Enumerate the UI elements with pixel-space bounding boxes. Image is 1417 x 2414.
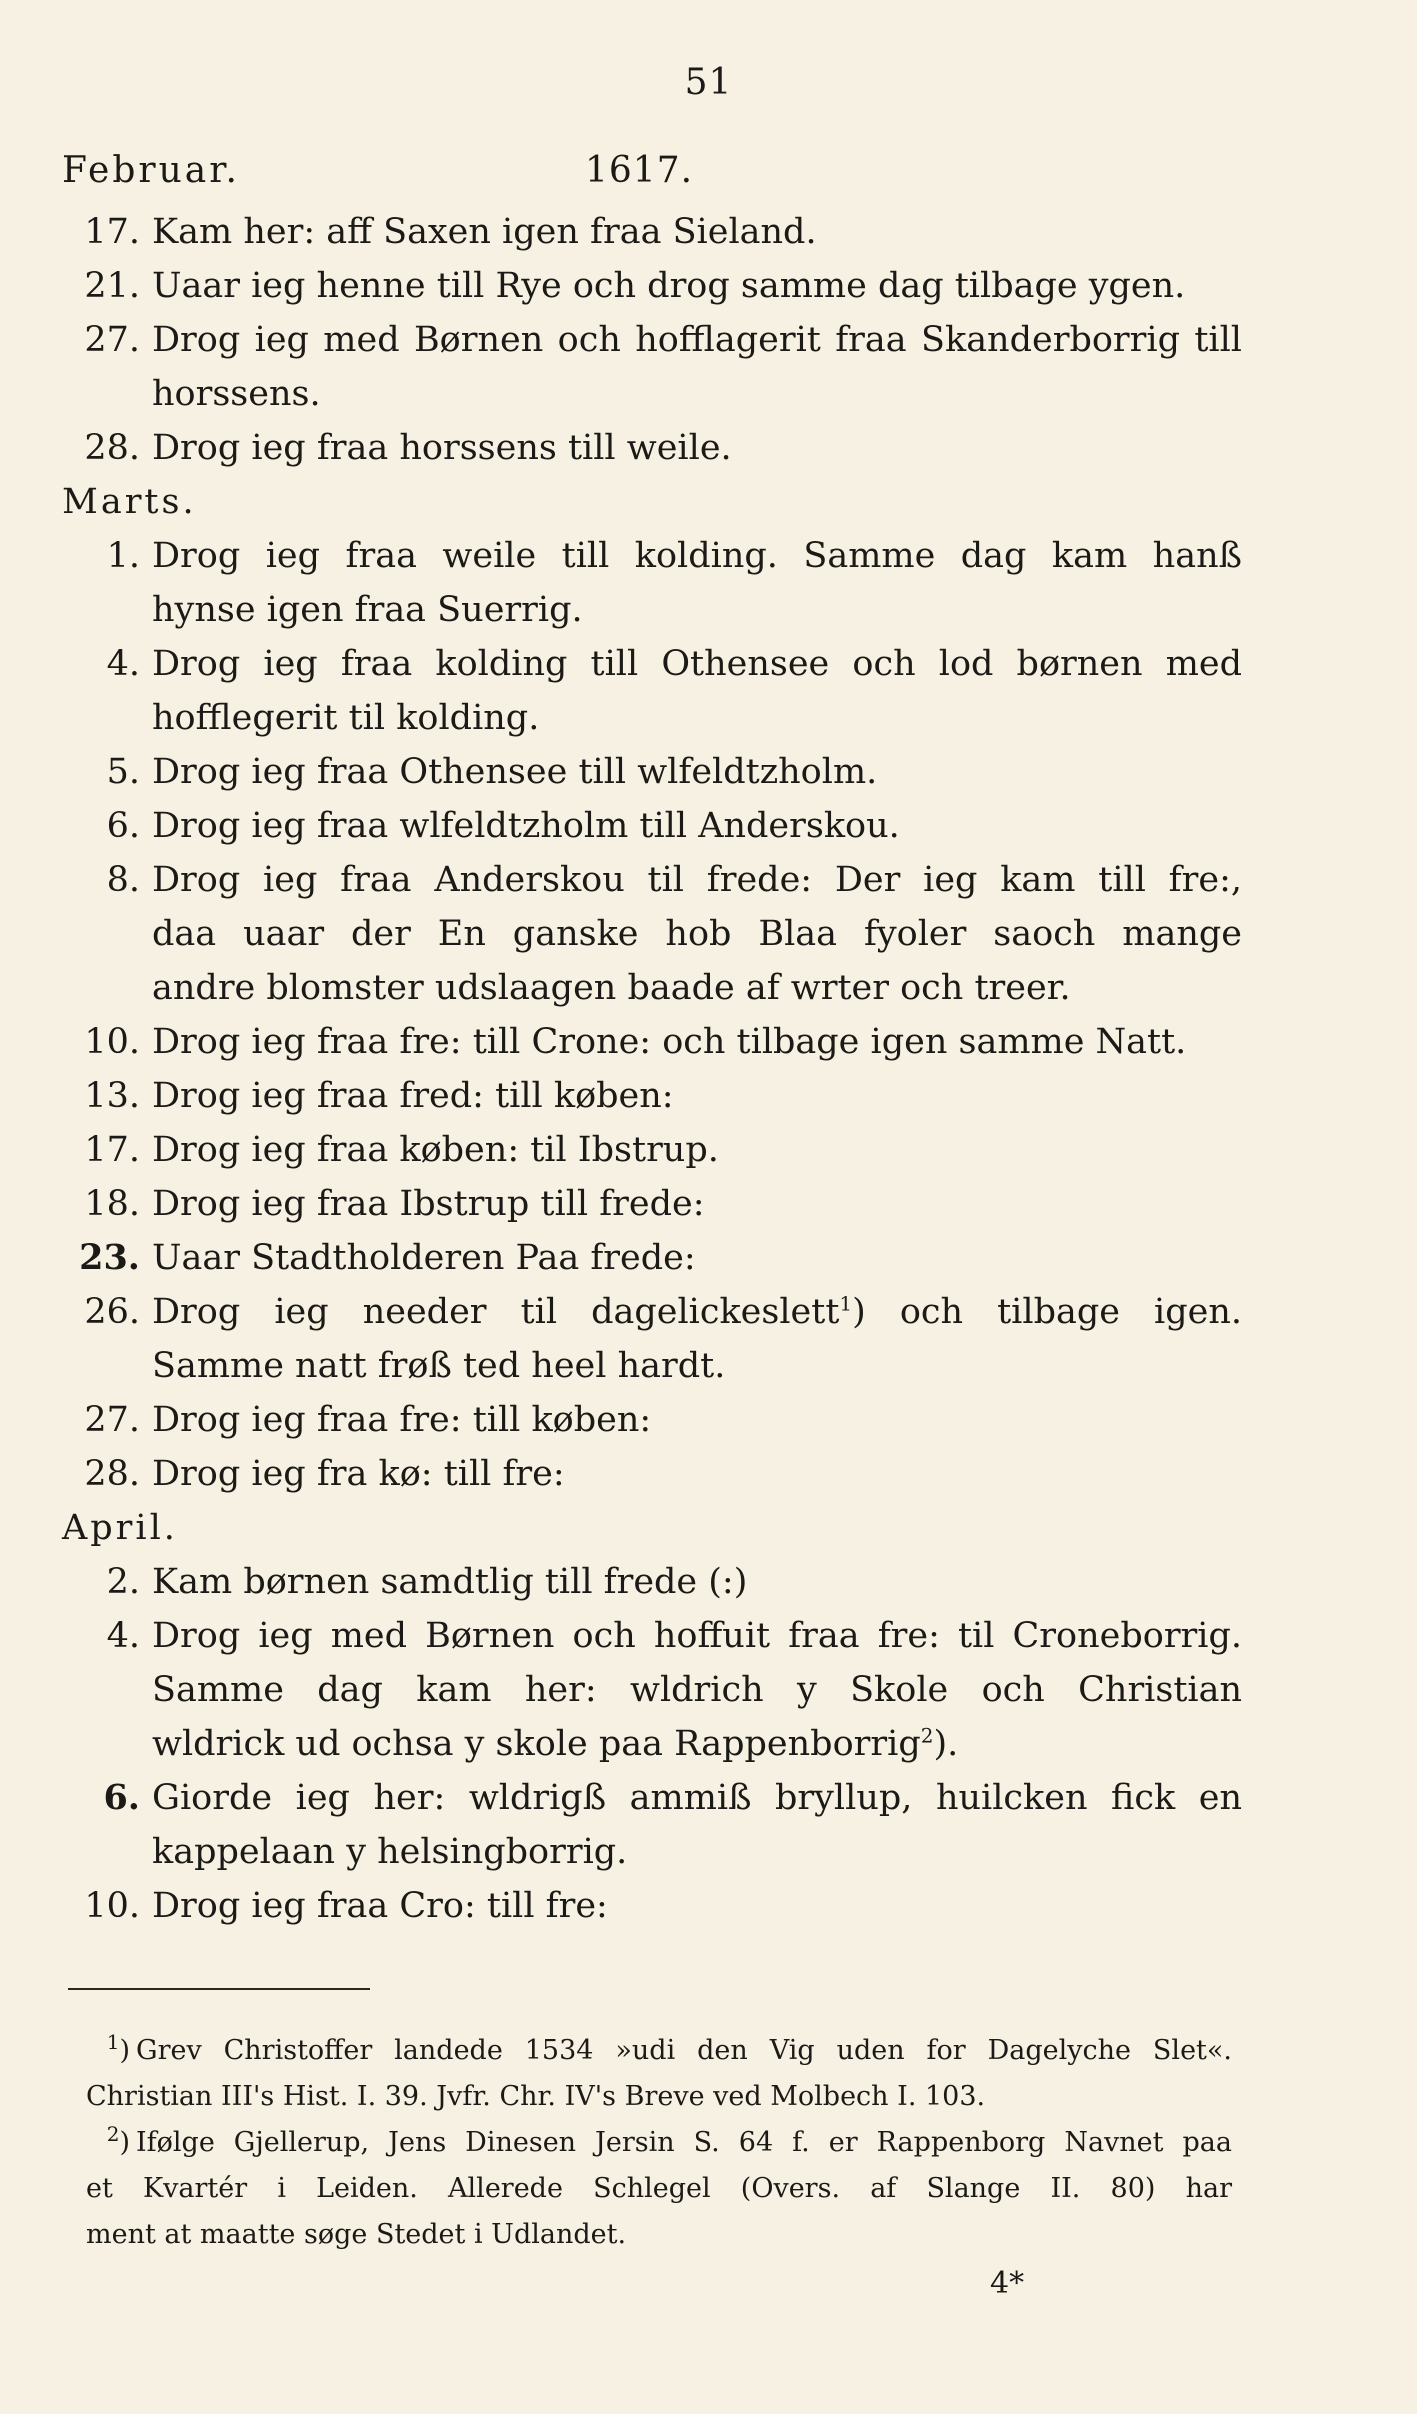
entry-text: Drog ieg fraa køben: til Ibstrup. <box>152 1130 719 1170</box>
entry-day: 26. <box>84 1292 140 1332</box>
diary-entry <box>62 637 1242 745</box>
month-heading-april: April. <box>62 1508 178 1548</box>
footnote-reference: 1 <box>839 1291 853 1316</box>
entry-day: 27. <box>84 1400 140 1440</box>
diary-entry <box>62 745 1242 799</box>
footnote-text: Christian III's Hist. I. 39. Jvfr. Chr. IV's Breve ved Molbech I. 103. <box>86 2081 986 2112</box>
entry-day: 4. <box>106 644 140 684</box>
entry-text: Drog ieg fraa weile till kolding. Samme dag kam hanß <box>152 536 1242 576</box>
diary-entry <box>62 1231 1242 1285</box>
signature-mark: 4* <box>990 2266 1025 2301</box>
entry-text: Drog ieg fraa fred: till køben: <box>152 1076 674 1116</box>
page-number: 51 <box>684 62 733 103</box>
diary-entry <box>62 1393 1242 1447</box>
entry-text <box>152 1285 1242 1339</box>
entry-text: hynse igen fraa Suerrig. <box>152 590 583 630</box>
entry-day: 6. <box>103 1777 140 1818</box>
diary-entry <box>62 529 1242 637</box>
entry-day: 13. <box>84 1076 140 1116</box>
entry-text: Drog ieg fraa kolding till Othensee och lod børnen med <box>152 644 1242 684</box>
entry-text: Drog ieg med Børnen och hofflagerit fraa Skanderborrig till <box>152 320 1242 360</box>
entry-text: andre blomster udslaagen baade af wrter och treer. <box>152 968 1071 1008</box>
diary-entry <box>62 1285 1242 1393</box>
entry-text-part: wldrick ud ochsa y skole paa Rappenborrig <box>152 1724 921 1764</box>
entry-day: 10. <box>84 1022 140 1062</box>
month-heading-februar: Februar. <box>62 150 240 191</box>
entry-day: 1. <box>106 536 140 576</box>
diary-entry <box>62 421 1242 475</box>
year-heading: 1617. <box>585 150 694 191</box>
entry-text: Drog ieg med Børnen och hoffuit fraa fre: til Croneborrig. <box>152 1616 1242 1656</box>
entry-day: 10. <box>84 1886 140 1926</box>
footnote-mark: $^1$) <box>106 2030 130 2066</box>
entry-text: horssens. <box>152 374 321 414</box>
footnote-text: Ifølge Gjellerup, Jens Dinesen Jersin S. 64 f. er Rappenborg Navnet paa <box>136 2127 1232 2158</box>
diary-entry <box>62 1555 1242 1609</box>
entry-text: Drog ieg fra kø: till fre: <box>152 1454 565 1494</box>
footnote-divider <box>68 1988 370 1990</box>
footnote <box>52 2120 1232 2258</box>
entry-text: Drog ieg fraa Othensee till wlfeldtzholm. <box>152 752 878 792</box>
entry-text-part: Drog ieg needer til dagelickeslett <box>152 1292 840 1332</box>
diary-entry <box>62 853 1242 1015</box>
entry-day: 23. <box>79 1237 140 1278</box>
entry-text <box>152 1717 1242 1771</box>
diary-entry <box>62 799 1242 853</box>
entry-text: Samme dag kam her: wldrich y Skole och Christian <box>152 1670 1242 1710</box>
diary-entry <box>62 1123 1242 1177</box>
entry-text-part: ). <box>933 1724 959 1764</box>
entry-text: Drog ieg fraa fre: till køben: <box>152 1400 652 1440</box>
entry-day: 18. <box>84 1184 140 1224</box>
footnote-text: ment at maatte søge Stedet i Udlandet. <box>86 2219 627 2250</box>
diary-entry <box>62 1771 1242 1879</box>
entry-day: 8. <box>106 860 140 900</box>
entry-day: 5. <box>106 752 140 792</box>
entry-day: 6. <box>106 806 140 846</box>
diary-entry <box>62 1015 1242 1069</box>
entry-text: Drog ieg fraa Cro: till fre: <box>152 1886 608 1926</box>
footnote-text: et Kvartér i Leiden. Allerede Schlegel (Overs. af Slange II. 80) har <box>86 2173 1232 2204</box>
diary-entries <box>62 205 1242 1933</box>
entry-day: 17. <box>84 212 140 252</box>
footnote-text: Grev Christoffer landede 1534 »udi den Vig uden for Dagelyche Slet«. <box>136 2035 1232 2066</box>
footnote <box>52 2028 1232 2120</box>
diary-entry <box>62 259 1242 313</box>
entry-text: Uaar ieg henne till Rye och drog samme dag tilbage ygen. <box>152 266 1186 306</box>
footnotes <box>52 2028 1232 2258</box>
entry-text: Kam børnen samdtlig till frede (:) <box>152 1562 748 1602</box>
diary-entry <box>62 205 1242 259</box>
entry-text: Drog ieg fraa fre: till Crone: och tilbage igen samme Natt. <box>152 1022 1187 1062</box>
entry-text: Samme natt frøß ted heel hardt. <box>152 1346 726 1386</box>
entry-text: daa uaar der En ganske hob Blaa fyoler saoch mange <box>152 914 1242 954</box>
entry-day: 28. <box>84 1454 140 1494</box>
entry-day: 4. <box>106 1616 140 1656</box>
entry-day: 21. <box>84 266 140 306</box>
entry-day: 2. <box>106 1562 140 1602</box>
month-heading-marts: Marts. <box>62 482 197 522</box>
footnote-mark: $^2$) <box>106 2122 130 2158</box>
diary-entry <box>62 1447 1242 1501</box>
entry-text-part: ) och tilbage igen. <box>852 1292 1242 1332</box>
page-header <box>62 150 1242 198</box>
diary-entry <box>62 1177 1242 1231</box>
entry-text: Kam her: aff Saxen igen fraa Sieland. <box>152 212 817 252</box>
entry-text: Uaar Stadtholderen Paa frede: <box>152 1238 696 1278</box>
entry-text: Drog ieg fraa horssens till weile. <box>152 428 732 468</box>
diary-entry <box>62 1609 1242 1771</box>
entry-text: Drog ieg fraa Anderskou til frede: Der ieg kam till fre:, <box>152 860 1242 900</box>
entry-day: 17. <box>84 1130 140 1170</box>
diary-entry <box>62 1879 1242 1933</box>
entry-text: Drog ieg fraa wlfeldtzholm till Anderskou. <box>152 806 900 846</box>
entry-day: 27. <box>84 320 140 360</box>
diary-entry <box>62 1069 1242 1123</box>
entry-text: Giorde ieg her: wldrigß ammiß bryllup, huilcken fick en <box>152 1778 1242 1818</box>
entry-text: Drog ieg fraa Ibstrup till frede: <box>152 1184 705 1224</box>
entry-text: hofflegerit til kolding. <box>152 698 540 738</box>
diary-entry <box>62 313 1242 421</box>
entry-day: 28. <box>84 428 140 468</box>
entry-text: kappelaan y helsingborrig. <box>152 1832 628 1872</box>
footnote-reference: 2 <box>920 1723 934 1748</box>
